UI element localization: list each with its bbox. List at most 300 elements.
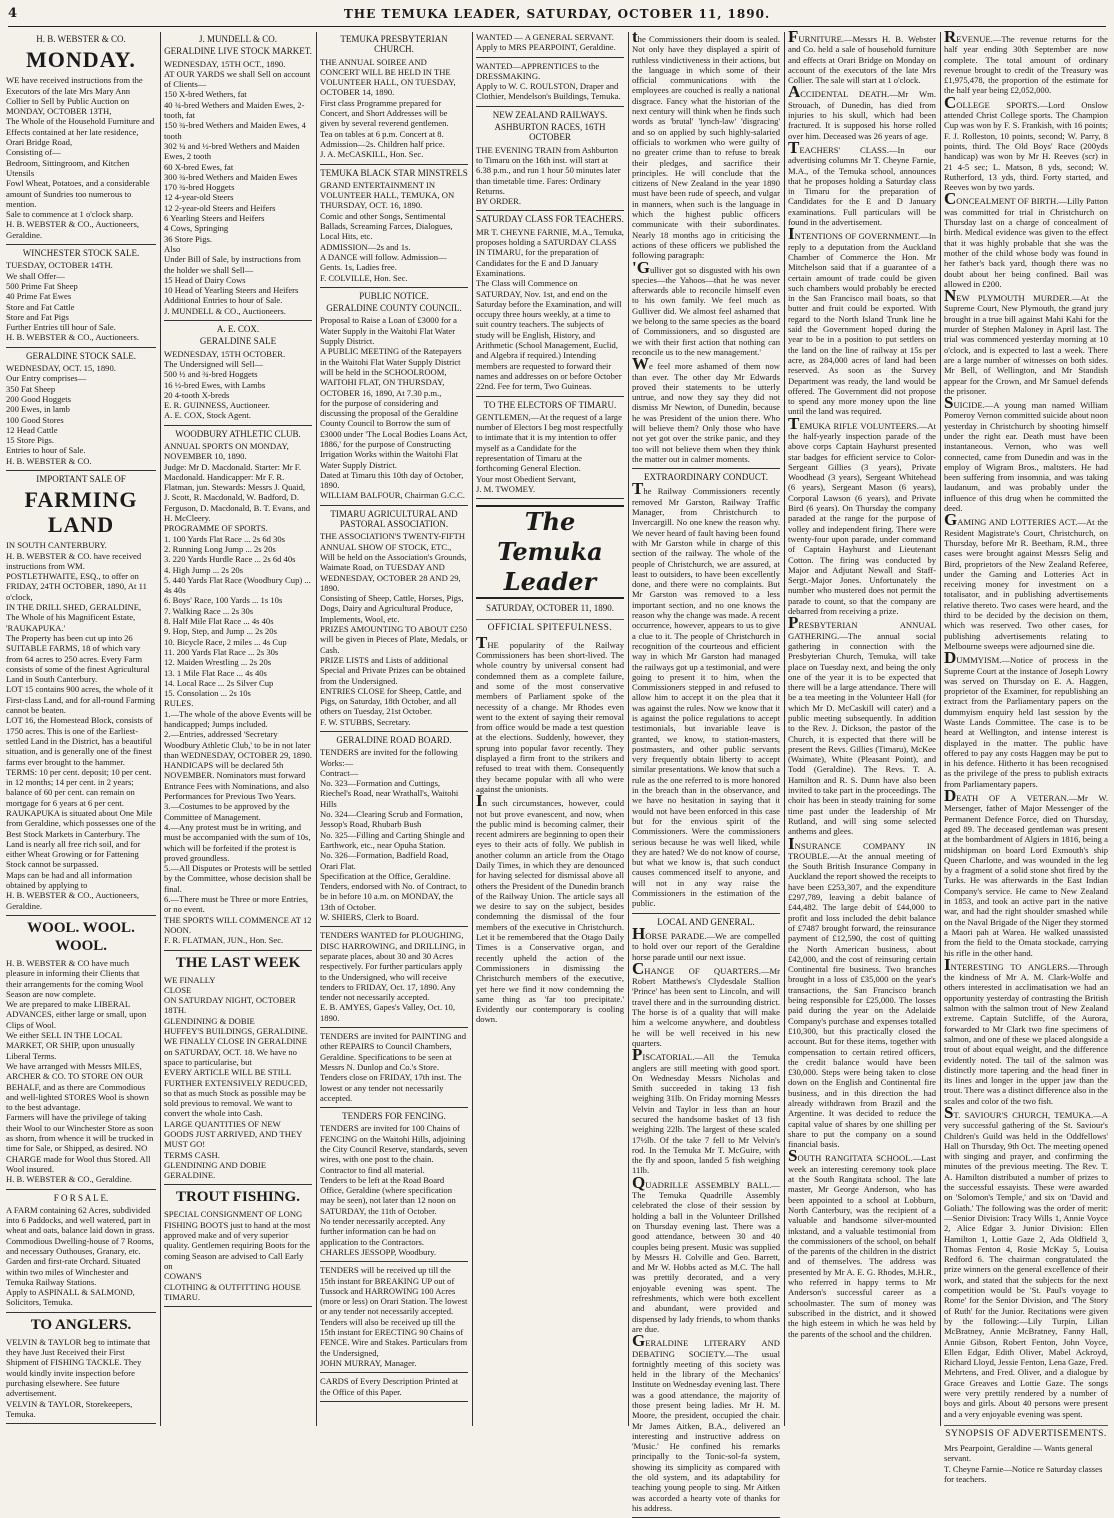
ad-line: WANTED — A GENERAL SERVANT.	[476, 32, 614, 42]
ad-line: Entries to hour of Sale.	[6, 445, 86, 456]
ad-line: No. 325—Filling and Carting Shingle and Earthwork, etc., near Opuha Station.	[320, 829, 465, 850]
ad-line: WE have received instructions from the Executors of the late Mrs Mary Ann Collier to Sell by Public Auction on	[6, 75, 143, 106]
ad-title: MONDAY.	[26, 47, 136, 73]
ad-block	[6, 34, 156, 240]
ad-line: 15. Consolation ... 2s 10s	[164, 688, 251, 699]
news-paragraph: HORSE PARADE.—We are compelled to hold over our report of the Geraldine horse parade until our next issue.	[632, 923, 780, 962]
ad-line: H. B. WEBSTER & CO., Auctioneers, Geraldine.	[6, 219, 140, 240]
ad-line: A. E. COX, Stock Agent.	[164, 410, 251, 421]
ad-line: WILLIAM BALFOUR, Chairman G.C.C.	[320, 490, 465, 501]
ad-block	[320, 1111, 468, 1257]
ad-line: 2. Running Long Jump ... 2s 20s	[164, 543, 276, 554]
ad-line: F. R. FLATMAN, JUN., Hon. Sec.	[164, 935, 284, 946]
ad-block	[6, 1193, 156, 1308]
ad-header: H. B. WEBSTER & CO.	[36, 34, 126, 44]
news-paragraph: SUICIDE.—A young man named William Pomeroy Vernon committed suicide about noon yesterday in Christchurch by shooting himself under the right ear. Death must have been instantaneous. Vernon, who was well connected, came from Dunedin and was in the employ of Wigram Bros., maltsters. He had been suffering from insomnia, and was taking laudanum, and was probably under the influence of this drug when he committed the deed.	[944, 393, 1108, 514]
ad-block	[632, 472, 780, 908]
page-number: 4	[8, 6, 18, 21]
ad-block	[632, 27, 780, 464]
column-2-advertisements	[164, 32, 312, 1426]
ad-header: A. E. COX.	[216, 324, 260, 335]
ad-line: for the purpose of considering and discussing the proposal of the Geraldine County Council to Borrow the sum of £3000 under 'The Local Bodies Loans Act, 1886,' for the purpose of Constructing Irrigation Works within the Waitohi Flat Water Supply District.	[320, 397, 468, 470]
ad-line: E. B. AMYES, Gapes's Valley, Oct. 10, 1890.	[320, 1002, 455, 1023]
ad-separator	[6, 1423, 156, 1424]
ad-line: Sale to commence at 1 o'clock sharp.	[6, 209, 134, 220]
ad-block	[476, 61, 624, 102]
ad-line: No. 323—Formation and Cuttings, Riechel's Road, near Wrathall's, Waitohi Hills	[320, 778, 459, 809]
ad-line: Additional Entries to hour of Sale.	[164, 295, 283, 306]
ad-line: The Whole of the Household Furniture and Effects contained at her late residence, Orari Bridge Road,	[6, 116, 155, 148]
ad-line: PROGRAMME OF SPORTS.	[164, 523, 268, 534]
ad-separator	[476, 57, 624, 58]
ad-line: 10 Head of Yearling Steers and Heifers	[164, 285, 299, 296]
ad-line: No. 324—Clearing Scrub and Formation, Jessop's Road, Rhubarb Bush	[320, 809, 463, 830]
ad-line: TENDERS are invited for PAINTING and other REPAIRS to Council Chambers, Geraldine. Specifications to be seen at Messrs N. Dunlop and Co.'s Store.	[320, 1031, 466, 1072]
ad-line: 12 2-year-old Steers and Heifers	[164, 202, 276, 213]
ad-line: Consisting of—	[6, 147, 61, 158]
ad-block	[164, 954, 312, 1181]
ad-line: 302 ¼ and ½-bred Wethers and Maiden Ewes, 2 tooth	[164, 140, 300, 162]
ad-line: TENDERS will be received up till the 15th instant for BREAKING UP out of Tussock and HARROWING 100 Acres (more or less) on Orari Station. The lowest or any tender not necessarily accepted.	[320, 1265, 468, 1317]
ad-line: 7. Walking Race ... 2s 30s	[164, 605, 254, 616]
news-paragraph: INTENTIONS OF GOVERNMENT.—In reply to a deputation from the Auckland Chamber of Commerce the Hon. Mr Mitchelson said that if a guarantee of a certain amount of trade could be given such chambers would probably be erected in the San Francisco mail boats, so that butter and fruit could be exported. With regard to the North Island Trunk line he said the Government hoped during the year to be in a position to put settlers on the land on the line of railway at 15s per acre, as 284,000 acres of land had been reserved. As soon as the Survey Department was ready, the land would be offered. The Government did not propose to spend any more money upon the line until the land was required.	[788, 224, 936, 417]
ad-title: FARMING LAND	[24, 487, 138, 538]
news-paragraph: 'Gulliver got so disgusted with his own species—the Yahoos—that he was never afterwards able to reconcile himself even to his own family. We feel much as Gulliver did. We almost feel ashamed that we belong to the same species as the board of Commissioners, and so disgusted are we with their first action that nothing can reconcile us to the new management.'	[632, 257, 780, 357]
ad-line: 500 ½ and ¾-bred Hoggets	[164, 369, 258, 380]
news-paragraph: PRESBYTERIAN ANNUAL GATHERING.—The annual social gathering in connection with the Presbyterian Church, Temuka, will take place on Tuesday next, and being the only one of the year it is to be expected that there will be a large attendance. There will be a tea meeting in the Volunteer Hall (for which Mr D. McCaskill will cater) and a public meeting subsequently. In addition to the Rev. J. Dickson, the pastor of the Church, it is expected that there will be present the Revs. Gillies (Timaru), McKee (Waimate), White (Pleasant Point), and Todd (Geraldine). The Revs. T. A. Hamilton and R. S. Dunn have also been invited to take part in the proceedings. The choir has been in steady training for some time past under the leadership of Mr Rutland, and will sing some selected anthems and glees.	[788, 613, 936, 837]
ad-line: Tenders to be left at the Road Board Office, Geraldine (where specification may be seen), not later than 12 noon on SATURDAY, the 11th of October.	[320, 1174, 456, 1216]
ad-block	[476, 32, 624, 53]
ad-line: Apply to MRS PEARPOINT, Geraldine.	[476, 42, 616, 53]
ad-block	[476, 214, 624, 391]
news-paragraph: GAMING AND LOTTERIES ACT.—At the Resident Magistrate's Court, Christchurch, on Thursday, before Mr R. Beetham, R.M., three cases were brought against Messrs Selig and Bird, proprietors of the New Zealand Referee, under the Gaming and Lotteries Act in receiving money for investment on a totalisator, and in publishing advertisements relative thereto. Two cases were heard, and the third to be decided by the decision on them, which was reserved. Two other cases, for publishing advertisements relating to Melbourne sweeps were adjourned sine die.	[944, 510, 1108, 651]
ad-header: WOODBURY ATHLETIC CLUB.	[175, 428, 301, 439]
ad-line: 13. 1 Mile Flat Race ... 4s 40s	[164, 667, 267, 678]
news-paragraph: CHANGE OF QUARTERS.—Mr Robert Matthews's Clydesdale Stallion 'Prince' has been sent to Lincoln, and will travel there and in the surrounding district. The horse is of a quality that will make him a welcome anywhere, and doubtless he will be well received in his new quarters.	[632, 958, 780, 1048]
ad-line: MR T. CHEYNE FARNIE, M.A., Temuka, proposes holding a SATURDAY CLASS IN TIMARU, for the preparation of Candidates for the E and D January Examinations.	[476, 226, 624, 278]
ad-line: 5. 440 Yards Flat Race (Woodbury Cup) ... 4s 40s	[164, 574, 311, 596]
ad-line: We are prepared to make LIBERAL ADVANCES, either large or small, upon Clips of Wool.	[6, 999, 147, 1030]
ad-line: GLENDINING & DOBIE	[164, 1015, 255, 1026]
ad-line: 6. Boys' Race, 100 Yards ... 1s 10s	[164, 595, 283, 606]
ad-separator	[164, 1184, 312, 1185]
ad-line: LARGE QUANTITIES OF NEW GOODS JUST ARRIVED, AND THEY MUST GO!	[164, 1118, 303, 1150]
ad-line: GENTLEMEN,—At the request of a large number of Electors I beg most respectfully to intimate that it is my intention to offer myself as a Candidate for the representation of Timaru at the forthcoming General Election.	[476, 411, 624, 474]
ad-block	[320, 509, 468, 727]
ad-line: Judge: Mr D. Macdonald. Starter: Mr F. Macdonald. Handicapper: Mr F. R. Flatman, jun. Stewards: Messrs J. Quaid, J. Scott, R. Macdonald, W. Badford, D. Ferguson, D. Macdonald, B. T. Evans, and H. McCleery.	[164, 461, 311, 524]
ad-header: TEMUKA BLACK STAR MINSTRELS	[320, 167, 468, 178]
ad-separator	[320, 164, 468, 165]
ad-line: RULES.	[164, 698, 194, 709]
ad-line: 14. Local Race ... 2s Silver Cup	[164, 677, 274, 688]
ad-line: ON SATURDAY NIGHT, OCTOBER 18TH.	[164, 995, 296, 1016]
ad-line: The Undersigned will Sell—	[164, 358, 264, 369]
ad-separator	[476, 396, 624, 397]
ad-title: TROUT FISHING.	[176, 1189, 300, 1206]
ad-line: No tender necessarily accepted. Any further information can be had on application to the Contractors.	[320, 1216, 446, 1247]
ad-line: CARDS of Every Description Printed at the Office of this Paper.	[320, 1376, 459, 1397]
ad-block	[164, 1188, 312, 1302]
ad-line: H. B. WEBSTER & CO. have received instructions from WM. POSTLETHWAITE, ESQ., to offer on	[6, 550, 142, 582]
ad-line: THE SPORTS WILL COMMENCE AT 12 NOON.	[164, 914, 312, 935]
ad-line: WEDNESDAY, 15TH OCT., 1890.	[164, 58, 286, 69]
ad-line: 300 ¾-bred Wethers and Maiden Ewes	[164, 171, 298, 182]
ad-line: GLENDINING AND DOBIE GERALDINE.	[164, 1159, 267, 1181]
ad-block	[164, 324, 312, 421]
ad-separator	[6, 470, 156, 471]
ad-line: TENDERS WANTED for PLOUGHING, DISC HARROWING, and DRILLING, in separate places, about 30 and 30 Acres respectively. For further particulars apply to the Undersigned, who will receive tenders to FRIDAY, Oct. 17, 1890. Any tender not necessarily accepted.	[320, 930, 466, 1003]
ad-block	[6, 248, 156, 343]
ad-line: 1.—The whole of the above Events will be handicapped; Jumps included.	[164, 708, 312, 729]
ad-line: 15 Store Pigs.	[6, 435, 54, 446]
ad-subheader: ASHBURTON RACES, 16TH OCTOBER	[494, 122, 606, 143]
ad-line: 3. 220 Yards Hurdle Race ... 2s 6d 40s	[164, 554, 296, 565]
news-paragraph: GERALDINE LITERARY AND DEBATING SOCIETY.—The usual fortnightly meeting of this society was held in the library of the Mechanics' Institute on Wednesday evening last. There was a good attendance, the majority of those present being ladies. Mr H. M. Moore, the president, occupied the chair. Mr James Aitken, B.A., delivered an interesting and instructive address on 'Music.' He confined his remarks principally to the Tonic-sol-fa system, showing its simplicity as compared with the old system, and its adaptability for teaching young people to sing. Mr Aitken was accorded a hearty vote of thanks for his address.	[632, 1331, 780, 1513]
ad-header: GERALDINE ROAD BOARD.	[336, 735, 452, 745]
editorial-body	[476, 632, 624, 1025]
ad-line: First class Programme prepared for Concert, and Short Addresses will be given by several reverend gentlemen.	[320, 97, 449, 129]
ad-header: WINCHESTER STOCK SALE.	[22, 248, 140, 259]
news-paragraph: the Commissioners their doom is sealed. Not only have they displayed a spirit of ruthless vindictiveness in their actions, but the language in which some of their official communications with the employees are couched is really a national disgrace. Fancy what the historian of the next century will think when he finds such words as 'brutal' 'lynch-law' 'disgracing' and so on applied by such highly-salaried officials to workmen who were guilty of no greater crime than to refuse to break their pledges, and sacrifice their principles. He will conclude that the citizens of New Zealand in the year 1890 must have been rude of speech, and vulgar in manners, when such is the language in which the highest public officers communicate with their subordinates. Nearly 18 months ago in criticising the actions of these officers we published the following paragraph:	[632, 27, 780, 261]
ad-line: WANTED—APPRENTICES to the DRESSMAKING.	[476, 60, 600, 81]
ad-line: Also	[164, 243, 181, 254]
ad-line: THE EVENING TRAIN from Ashburton to Timaru on the 16th inst. will start at 6.38 p.m., and run 1 hour 50 minutes later than timetable time. Fares: Ordinary Returns.	[476, 144, 621, 196]
ad-block	[6, 919, 156, 1185]
ad-line: FRIDAY, 24TH OCTOBER, 1890, At 11 o'clock,	[6, 581, 147, 602]
ad-line: A PUBLIC MEETING of the Ratepayers in the Waitohi Flat Water Supply District will be held in the SCHOOLROOM, WAITOHI FLAT, ON THURSDAY, OCTOBER 16, 1890, At 7.30 p.m.,	[320, 346, 462, 398]
ad-line: J. MUNDELL & CO., Auctioneers.	[164, 305, 286, 316]
ad-line: No. 326—Formation, Badfield Road, Orari Flat.	[320, 850, 449, 871]
ad-line: 6 Yearling Steers and Heifers	[164, 213, 265, 224]
news-paragraph: COLLEGE SPORTS.—Lord Onslow attended Christ College sports. The Champion Cup was won by F. S. Frankish, with 16 points; F. J. Rolleston, 10 points, second; W. Parry, 8 points, third. The Old Boys' Race (200yds handicap) was won by Mr H. Reeves (scr) in 21 4-5 sec; L. Matson, 8 yds, second; W. Rutherford, 13 yds, third. Forty started, and Reeves won by two yards.	[944, 92, 1108, 193]
ad-block	[476, 110, 624, 207]
ad-line: CLOSE	[164, 984, 192, 995]
ad-block	[164, 34, 312, 316]
ad-separator	[632, 913, 780, 914]
ad-block	[164, 429, 312, 946]
ad-separator	[320, 505, 468, 506]
ad-line: Dated at Timaru this 10th day of October, 1890.	[320, 469, 464, 491]
ad-block	[320, 1031, 468, 1103]
ad-separator	[320, 1372, 468, 1373]
ad-header: SATURDAY CLASS FOR TEACHERS.	[476, 214, 624, 225]
ad-line: Specification at the Office, Geraldine. Tenders, endorsed with No. of Contract, to be in before 10 a.m. on MONDAY, the 13th of October.	[320, 870, 467, 912]
ad-separator	[320, 287, 468, 288]
ad-line: 4.—Any protest must be in writing, and must be accompanied with the sum of 10s, which will be forfeited if the protest is proved groundless.	[164, 821, 311, 863]
ad-line: LOT 15 contains 900 acres, the whole of it First-class Land, and for all-round Farming cannot be beaten.	[6, 684, 155, 716]
ad-block	[320, 34, 468, 160]
ad-line: JOHN MURRAY, Manager.	[320, 1357, 417, 1368]
newspaper-running-title: THE TEMUKA LEADER, SATURDAY, OCTOBER 11, 1890.	[343, 7, 771, 21]
ad-line: We either SELL IN THE LOCAL MARKET, OR SHIP, upon unusually Liberal Terms.	[6, 1030, 135, 1061]
ad-line: 40 Prime Fat Ewes	[6, 291, 72, 302]
news-paragraph: ACCIDENTAL DEATH.—Mr Wm. Strouach, of Dunedin, has died from injuries to his skull, which had been fractured. It is supposed his horse rolled over him. Deceased was 26 years of age.	[788, 82, 936, 141]
ad-line: 170 ¾-bred Hoggets	[164, 182, 235, 193]
ad-line: PRIZES AMOUNTING TO ABOUT £250 will be given in Pieces of Plate, Medals, or Cash.	[320, 624, 468, 655]
ad-line: 6.—There must be Three or more Entries, or no event.	[164, 894, 308, 915]
ad-title: THE LAST WEEK	[175, 954, 301, 971]
ad-line: F. COLVILLE, Hon. Sec.	[320, 272, 408, 283]
ad-line: H. B. WEBSTER & CO.	[6, 455, 92, 466]
ad-line: Your most Obedient Servant,	[476, 473, 576, 484]
ad-line: RAUKAPUKA is situated about One Mile from Geraldine, which possesses one of the Best Stock Markets in Canterbury. The Land is nearly all free rich soil, and for either Wheat Growing or for Fattening Stock cannot be surpassed.	[6, 808, 156, 870]
ad-block	[320, 291, 468, 501]
ad-separator	[6, 244, 156, 245]
ad-line: 12 4-year-old Steers	[164, 192, 234, 203]
ad-line: 200 Ewes, in lamb	[6, 404, 70, 415]
ad-line: 100 Good Stores	[6, 414, 64, 425]
ad-line: The Property has been cut up into 26 SUITABLE FARMS, 18 of which vary from 64 acres to 250 acres. Every Farm consists of some of the finest Agricultural Land in South Canterbury.	[6, 632, 150, 685]
ad-header: PUBLIC NOTICE.	[359, 290, 429, 301]
ad-separator	[632, 468, 780, 469]
ad-line: W. SHIERS, Clerk to Board.	[320, 912, 419, 923]
ad-line: 4. High Jump ... 2s 20s	[164, 564, 244, 575]
ad-line: Comic and other Songs, Sentimental Ballads, Screaming Farces, Dialogues, Local Hits, etc.	[320, 210, 453, 242]
news-paragraph: CONCEALMENT OF BIRTH.—Lilly Patton was committed for trial in Christchurch on Thursday last on a charge of concealment of birth. Medical evidence was given to the effect that it was highly probable that she was the mother of the child whose body was found in her father's back yard, though there was no doubt about her being confined. Bail was allowed in £200.	[944, 189, 1108, 289]
ad-block	[6, 1316, 156, 1419]
ad-line: WE FINALLY CLOSE IN GERALDINE on SATURDAY, OCT. 18. We have no space to particularise, but	[164, 1036, 307, 1067]
column-rule	[940, 32, 941, 1426]
ad-line: 150 X-bred Wethers, fat	[164, 89, 247, 100]
ad-header: TENDERS FOR FENCING.	[342, 1111, 446, 1122]
synopsis-list	[944, 1443, 1108, 1484]
ad-line: 150 ¾-bred Wethers and Maiden Ewes, 4 tooth	[164, 120, 306, 141]
ad-line: H. B. WEBSTER & CO., Auctioneers, Geraldine.	[6, 890, 140, 911]
ad-line: J. M. TWOMEY.	[476, 483, 536, 494]
ad-block	[6, 474, 156, 911]
ad-block	[320, 735, 468, 922]
ad-line: AT OUR YARDS we shall Sell on account of Clients—	[164, 68, 311, 90]
ad-line: H. B. WEBSTER & CO have much pleasure in informing their Clients that their arrangements for the coming Wool Season are now complete.	[6, 957, 144, 999]
ad-line: 'RAUKAPUKA.'	[6, 622, 66, 633]
ad-line: CLOTHING & OUTFITTING HOUSE TIMARU.	[164, 1281, 301, 1302]
ad-line: IN SOUTH CANTERBURY.	[6, 540, 107, 551]
news-paragraph: TEACHERS' CLASS.—In our advertising columns Mr T. Cheyne Farnie, M.A., of the Temuka school, announces that he proposes holding a Saturday class in Timaru for the preparation of Candidates for the E and D January examinations. Full particulars will be found in the advertisement.	[788, 137, 936, 228]
ad-line: 20 4-tooth X-breds	[164, 389, 230, 400]
column-rule	[472, 32, 473, 1426]
ad-separator	[320, 1027, 468, 1028]
ad-line: 1. 100 Yards Flat Race ... 2s 6d 30s	[164, 533, 286, 544]
news-paragraph: The Railway Commissioners recently removed Mr Garston, Railway Traffic Manager, from Christchurch to Invercargill. No one knew the reason why. We never heard of fault having been found with Mr Garston while in charge of this section of the railway. The whole of the people of Christchurch, we are assured, at least to outsiders, to have been excellently done, and there were no complaints. But Mr Garston was removed to a less important section, and no one knows the reason why the change was made. A recent occurrence, however, appears to us to give a clue to it. The people of Christchurch in recognition of the courteous and efficient way in which Mr Garston had managed the railways got up a testimonial, and were going to present it to him, when the Commissioners stepped in and refused to allow him to accept it on the plea that it was against the rules. Now we know that it is against the police regulations to accept testimonials, but invariable leave is granted, we know, to station-masters, postmasters, and other public servants very frequently obtain liberty to accept similar presentations. We know that such a rule as the one referred to is more honored in the breach than in the observance, and we have no hesitation in saying that it would not have been enforced in this case but for the envious spirit of the Commissioners. Were the commissioners serious because he was well liked, while they are hated? We do not know of course, but what we know is, that such conduct causes commenced itself to anyone, and will not in any way raise the Commissioners in the estimation of the public.	[632, 479, 780, 909]
ad-line: HUFFEY'S BUILDINGS, GERALDINE.	[164, 1026, 308, 1037]
ad-line: The Whole of his Magnificent Estate,	[6, 612, 136, 623]
ad-line: PRIZE LISTS and Lists of additional Special and Private Prizes can be obtained from the Undersigned.	[320, 654, 466, 686]
column-rule	[784, 32, 785, 1426]
ad-line: E. R. GUINNESS, Auctioneer.	[164, 400, 270, 411]
news-paragraph: TEMUKA RIFLE VOLUNTEERS.—At the half-yearly inspection parade of the above corps Captain Hayhurst presented star badges for efficient service to Color-Sergeant Gillies (3 years), Private Woodhead (3 years), Sergeant Whitehead (6 years), Sergeant Mason (6 years), Corporal Lawson (6 years), and Private Bird (6 years). On Thursday the company paraded at the range for the purpose of volley and independent firing. There were twenty-four upon parade, under command of Captain Hayhurst and Lieutenant Cotton. The firing was conducted by Major and Adjutant Newall and Staff-Sergt.-Major Jones. Unfortunately the number who mustered does not permit the parade to count, so that the company are debarred from receiving a prize.	[788, 413, 936, 617]
ad-line: Contract—	[320, 767, 359, 778]
ad-line: Under Bill of Sale, by instructions from the holder we shall Sell—	[164, 254, 301, 275]
ad-line: TUESDAY, OCTOBER 14TH.	[6, 260, 113, 271]
ad-line: F. W. STUBBS, Secretary.	[320, 716, 411, 727]
ad-line: Consisting of Sheep, Cattle, Horses, Pigs, Dogs, Dairy and Agricultural Produce, Implements, Wool, etc.	[320, 593, 464, 624]
ad-line: THE ASSOCIATION'S TWENTY-FIFTH ANNUAL SHOW OF STOCK, ETC., Will be held on the Association's Grounds, Waimate Road, on TUESDAY AND WEDNESDAY, OCTOBER 28 AND 29, 1890.	[320, 531, 467, 593]
ad-block	[6, 351, 156, 466]
news-paragraph: DUMMYISM.—Notice of process in the Supreme Court at the instance of Joseph Lowry was served on Thursday on E. A. Haggen, proprietor of the Examiner, for republishing an extract from the Parliamentary papers on the dummyism enquiry held last session by the Waste Lands Committee. The case is to be heard at Wellington, and intense interest is displayed in the matter. The public have offered to pay any costs Haggen may be put to in his defence. Hitherto it has been recognised as the privilege of the press to publish extracts from Parliamentary papers.	[944, 648, 1108, 789]
ad-line: 15 Head of Dairy Cows	[164, 274, 246, 285]
ad-separator	[320, 1107, 468, 1108]
ad-line: 36 Store Pigs.	[164, 233, 212, 244]
ad-line: WEDNESDAY, OCT. 15, 1890.	[6, 363, 116, 374]
ad-block	[320, 930, 468, 1023]
editorial-paragraph: THE popularity of the Railway Commissioners has been short-lived. The whole country by universal consent had condemned them as a complete failure, and some of the most conservative members of Parliament spoke of the necessity of a change. Mr Rhodes even went to the extent of saying their removal from office would be made a test question at the elections. Suddenly, however, they sprung into popular favor recently. They displayed a firm front to the strikers and refused to treat with them. Consequently they became popular with all who were against the unionists.	[476, 632, 624, 794]
ad-line: Apply to W. C. ROULSTON, Draper and Clothier, Mendelson's Buildings, Temuka.	[476, 81, 621, 102]
ad-line: IN THE DRILL SHED, GERALDINE,	[6, 602, 142, 613]
ad-separator	[476, 106, 624, 107]
ad-line: Further Entries till hour of Sale.	[6, 322, 116, 333]
ad-line: Store and Fat Cattle	[6, 301, 75, 312]
masthead	[8, 4, 1106, 27]
news-paragraph: NEW PLYMOUTH MURDER.—At the Supreme Court, New Plymouth, the grand jury brought in a true bill against Mahi Kahi for the murder of Stephen Maloney in April last. The trial was commenced yesterday morning at 10 o'clock, and is expected to last a week. There are a large number of witnesses on both sides. Mr Bell, of Wellington, and Mr Standish appear for the Crown, and Mr Samuel defends the prisoner.	[944, 286, 1108, 396]
column-5-news	[632, 27, 780, 1513]
ad-line: BY ORDER.	[476, 196, 522, 207]
ad-line: LOT 16, the Homestead Block, consists of 1750 acres. This is one of the Earliest-settled Land in the District, has a beautiful situation, and is generally one of the finest farms ever brought to the hammer.	[6, 715, 153, 767]
news-paragraph: REVENUE.—The revenue returns for the half year ending 30th September are now complete. The total amount of ordinary revenue brought to credit of the Treasury was £1,975,478, the proportion of the estimate for the half year being £2,052,000.	[944, 27, 1108, 96]
news-paragraph: SOUTH RANGITATA SCHOOL.—Last week an interesting ceremony took place at the South Rangitata school. The late master, Mr George Anderson, who has been appointed to a school at Lobburn, North Canterbury, was the recipient of a valuable and handsome silver-mounted inkstand, and a valuable testimonial from the commissioners of the school, on behalf of the parents of the children in the district and of themselves. The address was presented by Mr A. E. G. Rhodes, M.H.R., who referred in happy terms to Mr Anderson's successful career as a schoolmaster. The sum of money was subscribed in the district, and it showed the high esteem in which he was held by the parents of the school and the children.	[788, 1146, 936, 1339]
ad-separator	[320, 926, 468, 927]
ad-separator	[476, 210, 624, 211]
ad-line: Tenders close on FRIDAY, 17th inst. The lowest or any tender not necessarily accepted.	[320, 1072, 462, 1103]
ad-header: TEMUKA PRESBYTERIAN CHURCH.	[340, 34, 448, 55]
ad-line: EVERY ARTICLE WILL BE STILL FURTHER EXTENSIVELY REDUCED,	[164, 1067, 308, 1088]
ad-line: Fowl Wheat, Potatoes, and a considerable amount of Sundries too numerous to mention.	[6, 178, 150, 209]
ad-line: THE ANNUAL SOIREE AND CONCERT WILL BE HELD IN THE VOLUNTEER HALL, ON TUESDAY, OCTOBER 14, 1890.	[320, 56, 456, 98]
ad-separator	[164, 950, 312, 951]
column-4-advertisements	[476, 32, 624, 499]
ad-separator	[164, 1306, 312, 1307]
ad-line: Tea on tables at 6 p.m. Concert at 8. Admission—2s. Children half price.	[320, 128, 445, 149]
ad-subheader: GERALDINE COUNTY COUNCIL.	[326, 303, 462, 314]
ad-line: 500 Prime Fat Sheep	[6, 280, 78, 291]
ad-line: Bedroom, Sittingroom, and Kitchen Utensils	[6, 157, 130, 178]
synopsis-item: T. Cheyne Farnie—Notice re Saturday classes for teachers.	[944, 1463, 1103, 1485]
news-paragraph: INTERESTING TO ANGLERS.—Through the kindness of Mr A. M. Clark-Wolfe and others interested in acclimatisation we had an opportunity yesterday of contrasting the British salmon with the salmon trout of New Zealand extreme. Captain Sutcliffe, of the Aurora, forwarded to Mr Clark two fine specimens of salmon, and one of these we placed alongside a trout of about equal weight, and the difference evidently noted. The tail of the salmon was distinctly more tapering and the head finer in its lines and longer in the upper jaw than the trout. There was a distinct difference also in the scales and color of the two fish.	[944, 954, 1108, 1106]
column-3-advertisements	[320, 32, 468, 1426]
news-paragraph: FURNITURE.—Messrs H. B. Webster and Co. held a sale of household furniture and effects at Orari Bridge on Monday on account of the executors of the late Mrs Collier. The sale will start at 1 o'clock.	[788, 27, 936, 86]
ad-line: 40 ¾-bred Wethers and Maiden Ewes, 2-tooth, fat	[164, 99, 305, 121]
ad-header: TO THE ELECTORS OF TIMARU.	[483, 399, 617, 410]
ad-block	[476, 400, 624, 495]
news-paragraph: DEATH OF A VETERAN.—Mr W. Mersenger, father of Major Messenger of the Permanent Defence Force, died on Thursday, aged 89. The deceased gentleman was present at the bombardment of Algiers in 1816, being a midshipman on board Lord Exmouth's ship Queen Charlotte, and was wounded in the leg by a fragment of a solid stone shot fired by the Turks. He was afterwards in the East Indian Company's service. He came to New Zealand in 1853, and took an active part in the native war, and had the right shoulder smashed while on the Naval Brigade of the Niger they stormed a Maori pah at Warea. He walked unassisted from the field to the Omata stockade, carrying his rifle in the other hand.	[944, 786, 1108, 958]
ad-line: TERMS: 10 per cent. deposit; 10 per cent. in 12 months; 14 per cent. in 2 years; balance of 60 per cent. can remain on mortgage for 6 years at 6 per cent.	[6, 766, 152, 808]
ad-line: 350 Fat Sheep	[6, 383, 56, 394]
column-7-local-news	[944, 27, 1108, 1485]
ad-separator	[6, 1312, 156, 1313]
newspaper-nameplate: The Temuka Leader	[476, 505, 624, 599]
ad-line: 4 Cows, Springing	[164, 223, 229, 234]
ad-header: NEW ZEALAND RAILWAYS.	[492, 109, 608, 120]
ad-line: WE FINALLY	[164, 974, 216, 985]
ad-subheader: GERALDINE LIVE STOCK MARKET.	[164, 46, 312, 57]
ad-line: Our Entry comprises—	[6, 373, 87, 384]
ad-line: VELVIN & TAYLOR beg to intimate that they have Just Received their First Shipment of FISHING TACKLE. They would kindly invite inspection before purchasing elsewhere. See future advertisement.	[6, 1336, 151, 1399]
ad-line: The Class will Commence on SATURDAY, Nov. 1st, and end on the Saturday before the Examination, and will occupy three hours weekly, at a time to suit country teachers. The subjects of study will be English, History, and Arithmetic (School Management, Euclid, and Algebra if required.) Intending members are requested to forward their names and addresses on or before October 22nd. Fee for term, Two Guineas.	[476, 278, 622, 392]
ad-separator	[6, 1189, 156, 1190]
ad-line: We have arranged with Messrs MILES, ARCHER & CO. TO STORE ON OUR BEHALF, and as there are Commodious and well-lighted STORES Wool is shown to the best advantage.	[6, 1060, 149, 1113]
ad-line: ANNUAL SPORTS ON MONDAY, NOVEMBER 10, 1890.	[164, 440, 289, 462]
news-paragraph: We feel more ashamed of them now than ever. The other day Mr Edwards proved their statements to be utterly untrue, and now they say they did not dismiss Mr Newton, of Dunedin, because he was President of the union there. Who will believe them? Only those who have not yet got over the strike panic, and they too will not believe them when they think the matter out in calmer moments.	[632, 354, 780, 464]
ad-line: WEDNESDAY, 15TH OCTOBER.	[164, 348, 286, 359]
ad-line: H. B. WEBSTER & CO., Geraldine.	[6, 1174, 132, 1185]
ad-line: J. A. McCASKILL, Hon. Sec.	[320, 149, 424, 160]
ad-line: TERMS CASH.	[164, 1149, 220, 1160]
news-paragraph: QUADRILLE ASSEMBLY BALL.—The Temuka Quadrille Assembly celebrated the close of their session by holding a ball in the Volunteer Drillshed on Thursday evening last. There was a good attendance, between 30 and 40 couples being present. Music was supplied by Messrs H. Colville and Geo. Barrett, and Mr W. Hobbs acted as M.C. The hall was prettily decorated, and a very enjoyable evening was spent. The refreshments, which were both excellent and abundant, were provided and dispensed by lady friends, to whom thanks are due.	[632, 1172, 780, 1334]
ad-line: Store and Fat Pigs	[6, 311, 69, 322]
ad-line: GRAND ENTERTAINMENT IN VOLUNTEER HALL, TEMUKA, ON THURSDAY, OCT. 16, 1890.	[320, 179, 455, 211]
column-rule	[160, 32, 161, 1426]
ad-line: Apply to ASPINALL & SALMOND, Solicitors, Temuka.	[6, 1287, 135, 1308]
ad-line: Tenders will also be received up till the 15th instant for ERECTING 90 Chains of FENCE. Wire and Stakes. Particulars from the Undersigned,	[320, 1316, 468, 1358]
ad-line: ADMISSION—2s and 1s.	[320, 241, 411, 252]
ad-separator	[476, 498, 624, 499]
ad-header: GERALDINE STOCK SALE.	[25, 350, 137, 361]
ad-line: CHARLES JESSOPP, Woodbury.	[320, 1246, 437, 1257]
ad-line: 9. Hop, Step, and Jump ... 2s 20s	[164, 626, 277, 637]
news-paragraph: ST. SAVIOUR'S CHURCH, TEMUKA.—A very successful gathering of the St. Saviour's Children's Guild was held in the Oddfellows' Hall on Thursday, 9th Oct. The meeting opened with singing and prayer, and confirming the minutes of the previous meeting. The Rev. T. A. Hamilton distributed a number of prizes to the successful essayists. These were awarded on 'Solomon's Temple,' and six on 'David and Goliath.' The following was the order of merit:—Senior Division: Tracy Wills 1, Annie Voyce 2, Alice Edgar 3. Junior Division: Ellen Hamilton 1, Lottie Gaze 2, Ada Oldfield 3, Thomas Fenton 4, Rosie McKay 5, Louisa Redford 6. The chairman congratulated the prize winners on the general excellence of their work, and stated that the subjects for the next competition would be 'St. Paul's voyage to Rome' for the Senior Division, and 'The Story of Ruth' for the Junior. Recitations were given by the following:—Lily Turpin, Lilian McBratney, Annie McBratney, Fanny Hall, Annie Gibson, Robert Fenton, John Voyce, Ellen Edgar, Edith Oliver, Mabel Ackroyd, Richard Lloyd, Jessie Fenton, Lena Gaze, Fred. Mehrtens, and Fred. Oliver, and a dialogue by Grace Greaves and Lottie Gaze. The songs were very prettily rendered by a number of boys and girls. About 40 persons were present and a very enjoyable evening was spent.	[944, 1102, 1108, 1419]
editorial-paragraph: In such circumstances, however, could not but prove evanescent, and now, when the public mind is becoming calmer, their recent admirers are beginning to open their eyes to their acts of folly. We publish in another column an article from the Otago Daily Times, in which they are denounced for having selected for dismissal above all others the President of the Dunedin branch of the Railway Union. The article says all we desire to say on the subject, besides condemning the dismissal of the four members of the executive in Christchurch. Let it be remembered that the Otago Daily Times is a Conservative organ, and recently upheld the action of the Commissioners in dismissing the Christchurch members of the executive, yet here we find it now condemning the same thing as 'far too precipitate.' Evidently our contemporary is cooling down.	[476, 791, 624, 1025]
ad-header: J. MUNDELL & CO.	[199, 34, 277, 44]
ad-line: Farmers will have the privilege of taking their Wool to our Winchester Store as soon as shorn, from whence it will be trucked in time for Sale, or Shipped, as desired. NO CHARGE made for Wool thus Stored. All Wool insured.	[6, 1112, 154, 1174]
ad-header: LOCAL AND GENERAL.	[657, 916, 755, 927]
news-paragraph: INSURANCE COMPANY IN TROUBLE.—At the annual meeting of the South British Insurance Company in Auckland the report showed the receipts to have been £253,307, and the expenditure £297,789, leaving a debit balance of £44,482. The large debit of £44,000 to profit and loss included the debit balance of £7487 brought forward, the reinsurance payment of £12,590, the cost of quitting the North American business, about £42,000, and the cost of reinsuring certain Continental fire business. Two branches brought in a loss of £35,000 on the year's transactions, the San Francisco branch being responsible for £25,000. The losses paid during the year on the Adelaide Company's purchase and expenses totalled £10,300, but this practically closed the account. But for these items, together with compensation to certain retired officers, the credit balance would have been £30,000. Steps were being taken to close down on the English and Continental fire business, and in this direction the had already withdrawn from Brazil and the Argentine. It was decided to reduce the capital value of shares by one shilling per share to put the company on a sound financial basis.	[788, 833, 936, 1150]
ad-line: 200 Good Hoggets	[6, 393, 71, 404]
ad-line: 12. Maiden Wrestling ... 2s 20s	[164, 657, 272, 668]
ad-separator	[164, 320, 312, 321]
column-rule	[628, 32, 629, 1426]
synopsis-item: Mrs Pearpoint, Geraldine — Wants general servant.	[944, 1443, 1093, 1464]
ad-line: ENTRIES CLOSE for Sheep, Cattle, and Pigs, on Saturday, 18th October, and all others on Tuesday, 21st October.	[320, 685, 462, 717]
ad-separator	[320, 1261, 468, 1262]
ad-line: TENDERS are invited for the following Works:—	[320, 747, 458, 768]
ad-line: 60 X-bred Ewes, fat	[164, 161, 234, 172]
ad-line: SPECIAL CONSIGNMENT OF LONG FISHING BOOTS just to hand at the most approved make and of very superior quality. Gentlemen requiring Boots for the coming Season are advised to Call Early on	[164, 1209, 311, 1271]
news-paragraphs	[944, 27, 1108, 1419]
ad-header: EXTRAORDINARY CONDUCT.	[643, 472, 768, 483]
column-1-advertisements	[6, 32, 156, 1426]
ad-line: COWAN'S	[164, 1271, 202, 1282]
editorial-title: OFFICIAL SPITEFULNESS.	[476, 619, 624, 633]
ad-block	[632, 917, 780, 1514]
ad-line: 11. 200 Yards Flat Race ... 2s 30s	[164, 646, 279, 657]
ad-title: TO ANGLERS.	[30, 1316, 132, 1333]
ad-block	[320, 1265, 468, 1368]
ad-separator	[320, 1401, 468, 1402]
ad-header: TIMARU AGRICULTURAL AND PASTORAL ASSOCIATION.	[330, 508, 458, 530]
ad-line: VELVIN & TAYLOR, Storekeepers, Temuka.	[6, 1398, 133, 1419]
ad-header: F O R S A L E.	[53, 1192, 109, 1203]
ad-block	[320, 168, 468, 283]
ad-title: WOOL. WOOL. WOOL.	[27, 919, 135, 954]
ad-line: H. B. WEBSTER & CO., Auctioneers.	[6, 332, 140, 343]
ad-line: A FARM containing 62 Acres, subdivided into 6 Paddocks, and well watered, part in wheat and oats, balance laid down in grass. Commodious Dwelling-house of 7 Rooms, and necessary Outhouses, Granary, etc. Garden and first-rate Orchard. Situated within two miles of Winchester and Temuka Railway Stations.	[6, 1204, 155, 1287]
ad-line: 5.—All Disputes or Protests will be settled by the Committee, whose decision shall be final.	[164, 863, 312, 894]
column-6-local-news	[788, 27, 936, 1426]
ad-subheader: GERALDINE SALE	[199, 336, 277, 347]
issue-date: SATURDAY, OCTOBER 11, 1890.	[485, 603, 615, 614]
ad-line: TENDERS are invited for 100 Chains of FENCING on the Waitohi Hills, adjoining the City Council Reserve, standards, seven wires, with one post to the chain. Contractor to find all material.	[320, 1123, 468, 1175]
ad-line: 3.—Costumes to be approved by the Committee of Management.	[164, 801, 290, 822]
ad-header: IMPORTANT SALE OF	[36, 473, 126, 484]
ad-line: Maps can be had and all information obtained by applying to	[6, 869, 133, 891]
ad-separator	[164, 425, 312, 426]
synopsis-title: SYNOPSIS OF ADVERTISEMENTS.	[944, 1425, 1108, 1439]
ad-line: Proposal to Raise a Loan of £3000 for a Water Supply in the Waitohi Flat Water Supply District.	[320, 315, 457, 347]
ad-line: 10. Bicycle Race, 2 miles ... 4s Cup	[164, 636, 287, 647]
ad-separator	[6, 347, 156, 348]
ad-line: 12 Head Cattle	[6, 424, 58, 435]
ad-separator	[6, 915, 156, 916]
ad-block	[320, 1376, 468, 1397]
